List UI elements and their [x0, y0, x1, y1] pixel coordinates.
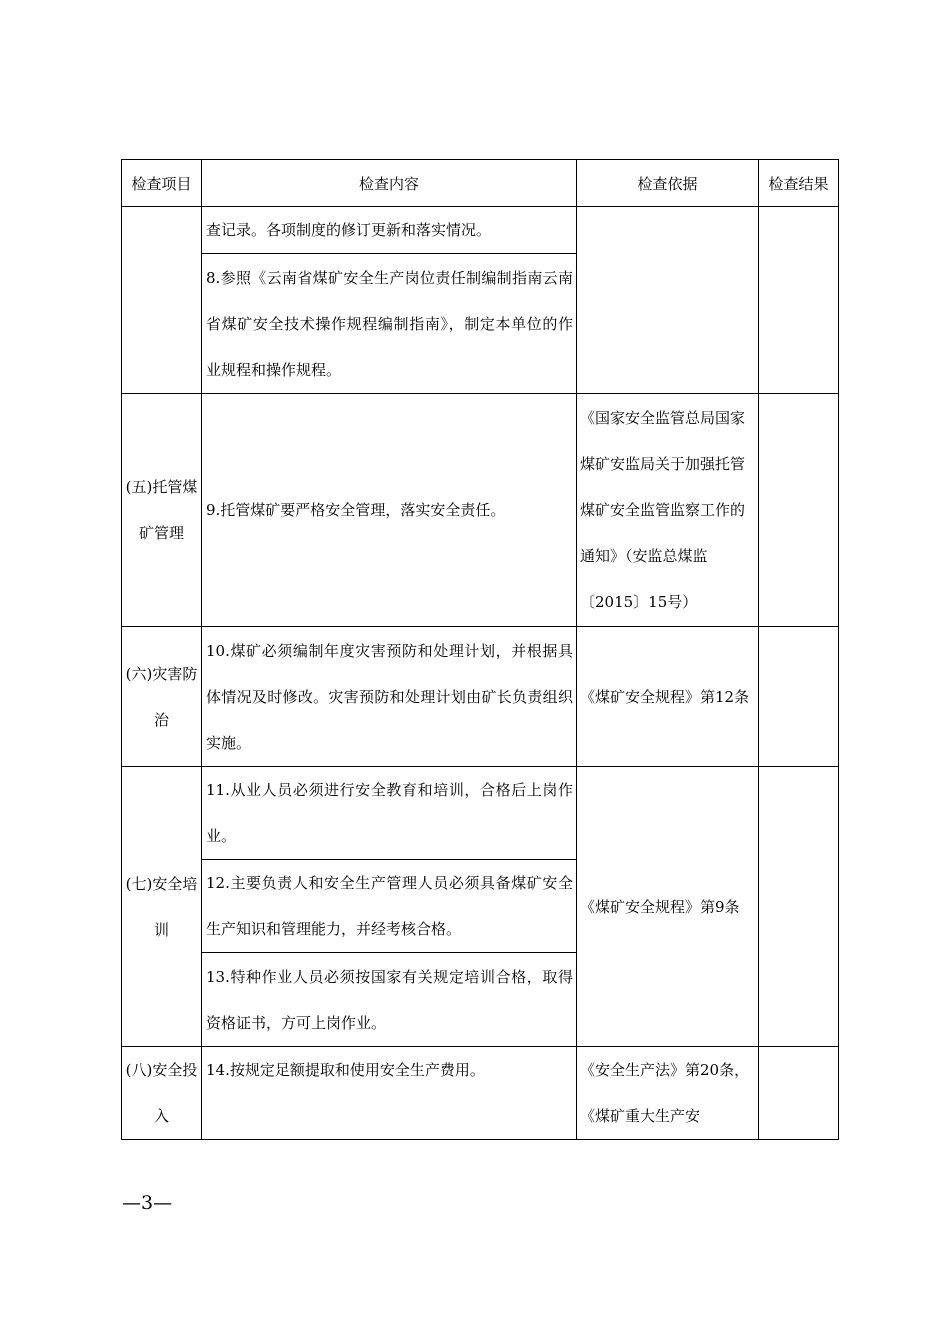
table-row [122, 207, 839, 254]
header-content: 检查内容 [202, 160, 577, 207]
table-row [122, 627, 839, 767]
content-cell: 查记录。各项制度的修订更新和落实情况。 [202, 207, 577, 254]
item-cell: (五)托管煤矿管理 [122, 394, 202, 627]
basis-cell: 《煤矿安全规程》第12条 [577, 627, 759, 767]
item-cell: (七)安全培训 [122, 767, 202, 1047]
basis-cell: 《国家安全监管总局国家煤矿安监局关于加强托管煤矿安全监管监察工作的通知》（安监总煤监〔2015〕15号） [577, 394, 759, 627]
content-cell: 9.托管煤矿要严格安全管理，落实安全责任。 [202, 394, 577, 627]
content-cell: 13.特种作业人员必须按国家有关规定培训合格，取得资格证书，方可上岗作业。 [202, 953, 577, 1047]
content-cell: 14.按规定足额提取和使用安全生产费用。 [202, 1047, 577, 1140]
item-cell: (六)灾害防治 [122, 627, 202, 767]
result-cell [759, 394, 839, 627]
result-cell [759, 1047, 839, 1140]
inspection-table [121, 159, 839, 1140]
basis-cell [577, 207, 759, 394]
table-row [122, 767, 839, 860]
content-cell: 11.从业人员必须进行安全教育和培训，合格后上岗作业。 [202, 767, 577, 860]
header-basis: 检查依据 [577, 160, 759, 207]
content-cell: 10.煤矿必须编制年度灾害预防和处理计划，并根据具体情况及时修改。灾害预防和处理计划由矿长负责组织实施。 [202, 627, 577, 767]
table-row [122, 1047, 839, 1140]
basis-cell: 《煤矿安全规程》第9条 [577, 767, 759, 1047]
header-item: 检查项目 [122, 160, 202, 207]
result-cell [759, 207, 839, 394]
header-result: 检查结果 [759, 160, 839, 207]
table-row [122, 394, 839, 627]
content-cell: 8.参照《云南省煤矿安全生产岗位责任制编制指南云南省煤矿安全技术操作规程编制指南》，制定本单位的作业规程和操作规程。 [202, 254, 577, 394]
table-header-row [122, 160, 839, 207]
content-cell: 12.主要负责人和安全生产管理人员必须具备煤矿安全生产知识和管理能力，并经考核合格。 [202, 860, 577, 953]
basis-cell: 《安全生产法》第20条，《煤矿重大生产安 [577, 1047, 759, 1140]
page-number: —3— [122, 1192, 173, 1214]
item-cell: (八)安全投入 [122, 1047, 202, 1140]
item-cell [122, 207, 202, 394]
result-cell [759, 627, 839, 767]
result-cell [759, 767, 839, 1047]
